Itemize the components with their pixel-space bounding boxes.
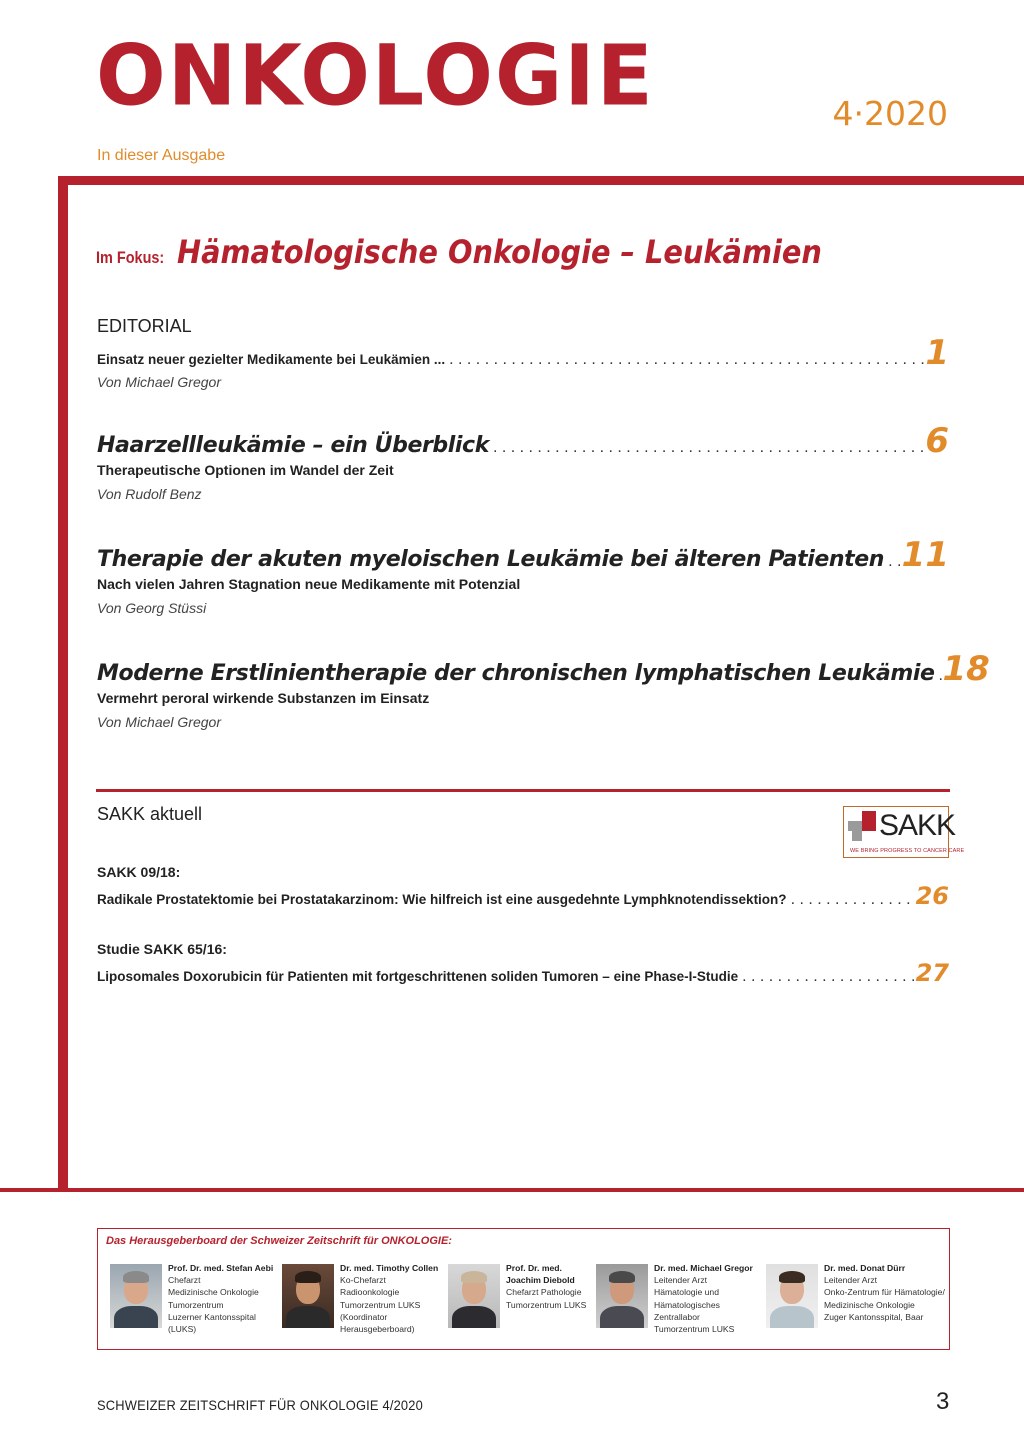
article-subtitle: Therapeutische Optionen im Wandel der Zeit <box>97 462 394 478</box>
member-photo <box>448 1264 500 1328</box>
article-title: Haarzellleukämie – ein Überblick <box>97 433 489 458</box>
member-details: Prof. Dr. med. Stefan Aebi Chefarzt Medizinische Onkologie Tumorzentrum Luzerner Kantonsspital (LUKS) <box>168 1263 274 1335</box>
sakk-cross-icon <box>848 811 878 841</box>
dot-leader <box>445 351 925 369</box>
dot-leader <box>935 667 943 685</box>
sakk-item-heading: Studie SAKK 65/16: <box>97 941 227 957</box>
member-photo <box>282 1264 334 1328</box>
editorial-title: Einsatz neuer gezielter Medikamente bei Leukämien ... <box>97 352 446 367</box>
board-member <box>110 1262 280 1342</box>
board-member <box>596 1262 766 1342</box>
toc-entry-sakk-2[interactable] <box>97 941 949 986</box>
sakk-section-rule <box>96 789 950 792</box>
sakk-label: SAKK aktuell <box>97 804 203 824</box>
sakk-logo-tagline: WE BRING PROGRESS TO CANCER CARE <box>850 848 965 854</box>
member-photo <box>596 1264 648 1328</box>
dot-leader <box>884 553 902 571</box>
sakk-item-heading: SAKK 09/18: <box>97 864 181 880</box>
sakk-item-title: Liposomales Doxorubicin für Patienten mit fortgeschrittenen soliden Tumoren – eine Phase-I-Studie <box>97 969 739 984</box>
toc-entry-article-2[interactable] <box>97 535 949 616</box>
editorial-page: 1 <box>925 333 949 373</box>
article-author: Von Rudolf Benz <box>97 486 202 502</box>
member-details: Dr. med. Donat Dürr Leitender Arzt Onko-Zentrum für Hämatologie/ Medizinische Onkologie Zuger Kantonsspital, Baar <box>824 1263 945 1322</box>
sakk-logo-text: SAKK <box>879 809 956 842</box>
sakk-item-page: 27 <box>915 959 949 987</box>
article-author: Von Michael Gregor <box>97 714 221 730</box>
dot-leader <box>489 439 925 457</box>
article-subtitle: Vermehrt peroral wirkende Substanzen im Einsatz <box>97 690 430 706</box>
dot-leader <box>738 968 915 986</box>
footer-page-number: 3 <box>936 1388 950 1415</box>
member-photo <box>766 1264 818 1328</box>
article-page: 6 <box>925 421 949 461</box>
article-title: Moderne Erstlinientherapie der chronischen lymphatischen Leukämie <box>97 661 935 686</box>
toc-entry-article-3[interactable] <box>97 649 990 730</box>
member-photo <box>110 1264 162 1328</box>
masthead-subtitle: In dieser Ausgabe <box>97 147 226 164</box>
masthead <box>96 28 956 136</box>
sakk-item-page: 26 <box>915 882 949 910</box>
article-page: 18 <box>942 649 990 689</box>
board-member <box>448 1262 618 1342</box>
footer-journal: SCHWEIZER ZEITSCHRIFT FÜR ONKOLOGIE 4/2020 <box>97 1397 423 1413</box>
board-title: Das Herausgeberboard der Schweizer Zeitschrift für ONKOLOGIE: <box>106 1235 452 1247</box>
journal-title: ONKOLOGIE <box>96 28 655 125</box>
member-details: Dr. med. Timothy Collen Ko-Chefarzt Radioonkologie Tumorzentrum LUKS (Koordinator Herausgeberboard) <box>340 1263 439 1335</box>
toc-entry-sakk-1[interactable] <box>97 864 949 909</box>
frame-top-rule <box>58 176 1024 185</box>
member-details: Dr. med. Michael Gregor Leitender Arzt Hämatologie und Hämatologisches Zentrallabor Tumorzentrum LUKS <box>654 1263 753 1335</box>
issue-number: 4·2020 <box>832 94 948 133</box>
article-title: Therapie der akuten myeloischen Leukämie bei älteren Patienten <box>97 547 885 572</box>
toc-entry-editorial[interactable] <box>97 333 949 390</box>
board-member <box>766 1262 945 1342</box>
member-details: Prof. Dr. med. Joachim Diebold Chefarzt Pathologie Tumorzentrum LUKS <box>506 1263 587 1310</box>
sakk-logo <box>843 806 965 858</box>
sakk-item-title: Radikale Prostatektomie bei Prostatakarzinom: Wie hilfreich ist eine ausgedehnte Lymphknotendissektion? <box>97 892 787 907</box>
focus-heading <box>96 233 893 271</box>
editorial-label: EDITORIAL <box>97 316 192 336</box>
dot-leader <box>787 891 916 909</box>
board-member <box>282 1262 452 1342</box>
focus-label: Im Fokus: <box>96 248 165 267</box>
editorial-board <box>97 1228 950 1350</box>
frame-left-rule <box>58 176 68 1192</box>
article-author: Von Georg Stüssi <box>97 600 207 616</box>
frame-bottom-rule <box>0 1188 1024 1192</box>
article-page: 11 <box>901 535 949 575</box>
toc-entry-article-1[interactable] <box>97 421 949 502</box>
editorial-author: Von Michael Gregor <box>97 374 221 390</box>
focus-title: Hämatologische Onkologie – Leukämien <box>176 233 822 271</box>
article-subtitle: Nach vielen Jahren Stagnation neue Medikamente mit Potenzial <box>97 576 521 592</box>
